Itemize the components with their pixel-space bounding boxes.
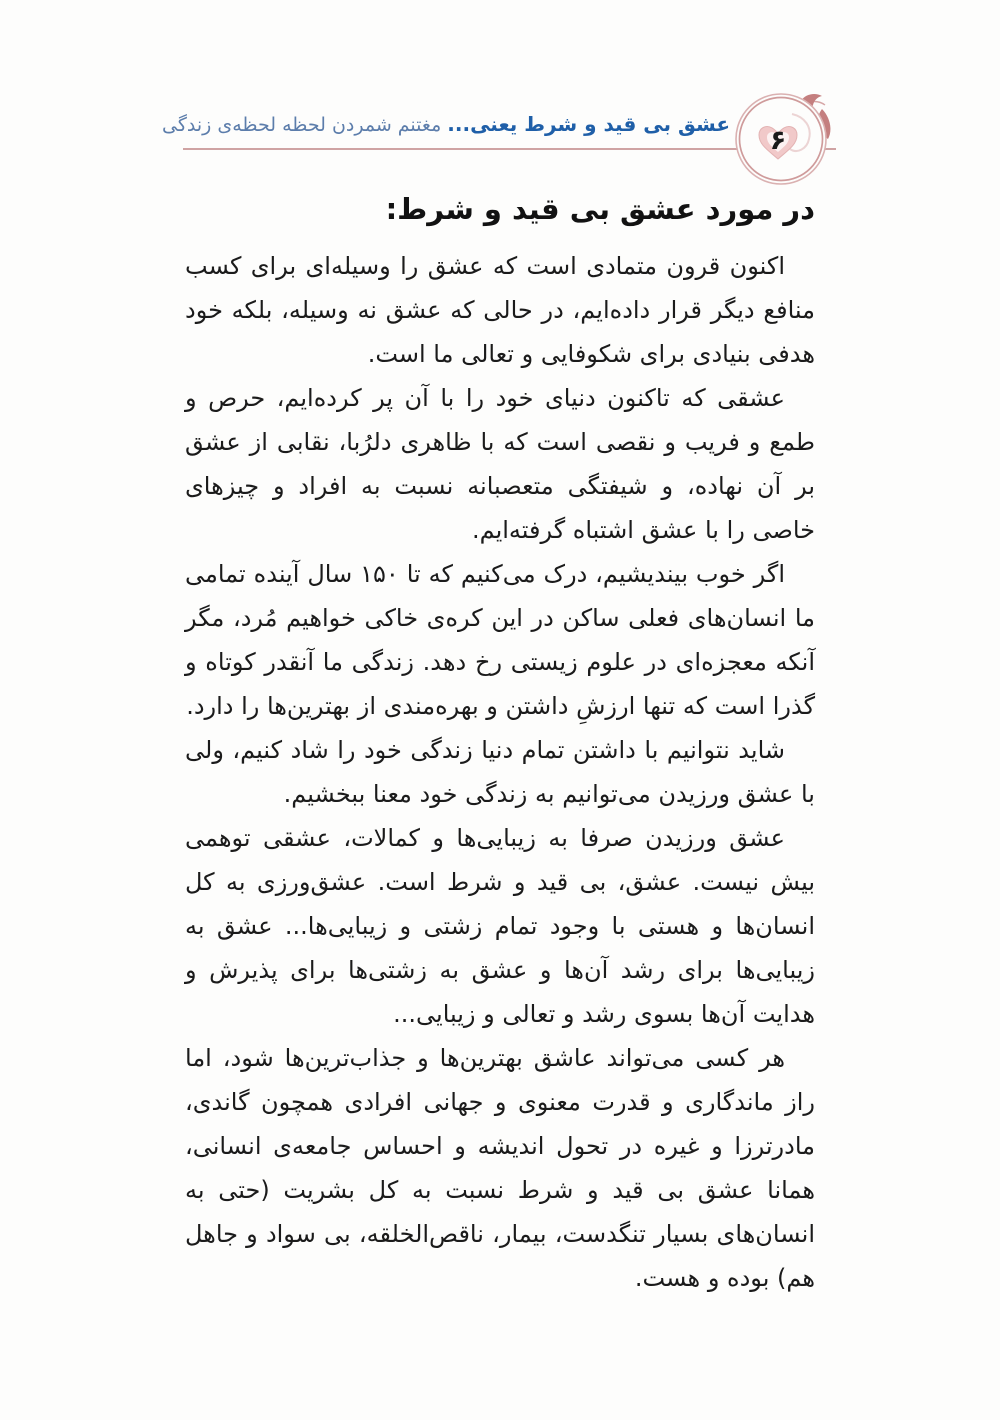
running-header: [162, 112, 730, 136]
ornament-graphic: [731, 88, 835, 192]
page-body: [185, 192, 815, 1300]
paragraph-4: شاید نتوانیم با داشتن تمام دنیا زندگی خود را شاد کنیم، ولی با عشق ورزیدن می‌توانیم به زندگی خود معنا ببخشیم.: [185, 736, 815, 808]
paragraph-5: عشق ورزیدن صرفا به زیبایی‌ها و کمالات، عشقی توهمی بیش نیست. عشق، بی قید و شرط است. عشق‌ورزی به کل انسان‌ها و هستی با وجود تمام زشتی و زیبایی‌ها... عشق به زیبایی‌ها برای رشد آن‌ها و عشق به زشتی‌ها برای پذیرش و هدایت آن‌ها بسوی رشد و تعالی و زیبایی...: [185, 824, 815, 1028]
section-heading: در مورد عشق بی قید و شرط:: [385, 192, 815, 226]
paragraph-2: عشقی که تاکنون دنیای خود را با آن پر کرده‌ایم، حرص و طمع و فریب و نقصی است که با ظاهری دلرُبا، نقابی از عشق بر آن نهاده، و شیفتگی متعصبانه نسبت به افراد و چیزهای خاصی را با عشق اشتباه گرفته‌ایم.: [185, 384, 815, 544]
page-number: ۶: [769, 125, 787, 156]
paragraph-1: اکنون قرون متمادی است که عشق را وسیله‌ای برای کسب منافع دیگر قرار داده‌ایم، در حالی که عشق نه وسیله، بلکه خود هدفی بنیادی برای شکوفایی و تعالی ما است.: [185, 252, 815, 368]
running-header-subtitle: مغتنم شمردن لحظه لحظه‌ی زندگی: [161, 114, 448, 136]
paragraph-3: اگر خوب بیندیشیم، درک می‌کنیم که تا ۱۵۰ سال آینده تمامی ما انسان‌های فعلی ساکن در این کره‌ی خاکی خواهیم مُرد، مگر آنکه معجزه‌ای در علوم زیستی رخ دهد. زندگی ما آنقدر کوتاه و گذرا است که تنها ارزشِ داشتن و بهره‌مندی از بهترین‌ها را دارد.: [185, 560, 815, 720]
running-header-title: عشق بی قید و شرط یعنی...: [447, 112, 730, 136]
paragraph-6: هر کسی می‌تواند عاشق بهترین‌ها و جذاب‌ترین‌ها شود، اما راز ماندگاری و قدرت معنوی و جهانی افرادی همچون گاندی، مادرترزا و غیره در تحول اندیشه و احساس جامعه‌ی انسانی، همانا عشق بی قید و شرط نسبت به کل بشریت (حتی به انسان‌های بسیار تنگدست، بیمار، ناقص‌الخلقه، بی سواد و جاهل هم) بوده و هست.: [185, 1044, 815, 1292]
page-number-ornament: [731, 88, 835, 192]
